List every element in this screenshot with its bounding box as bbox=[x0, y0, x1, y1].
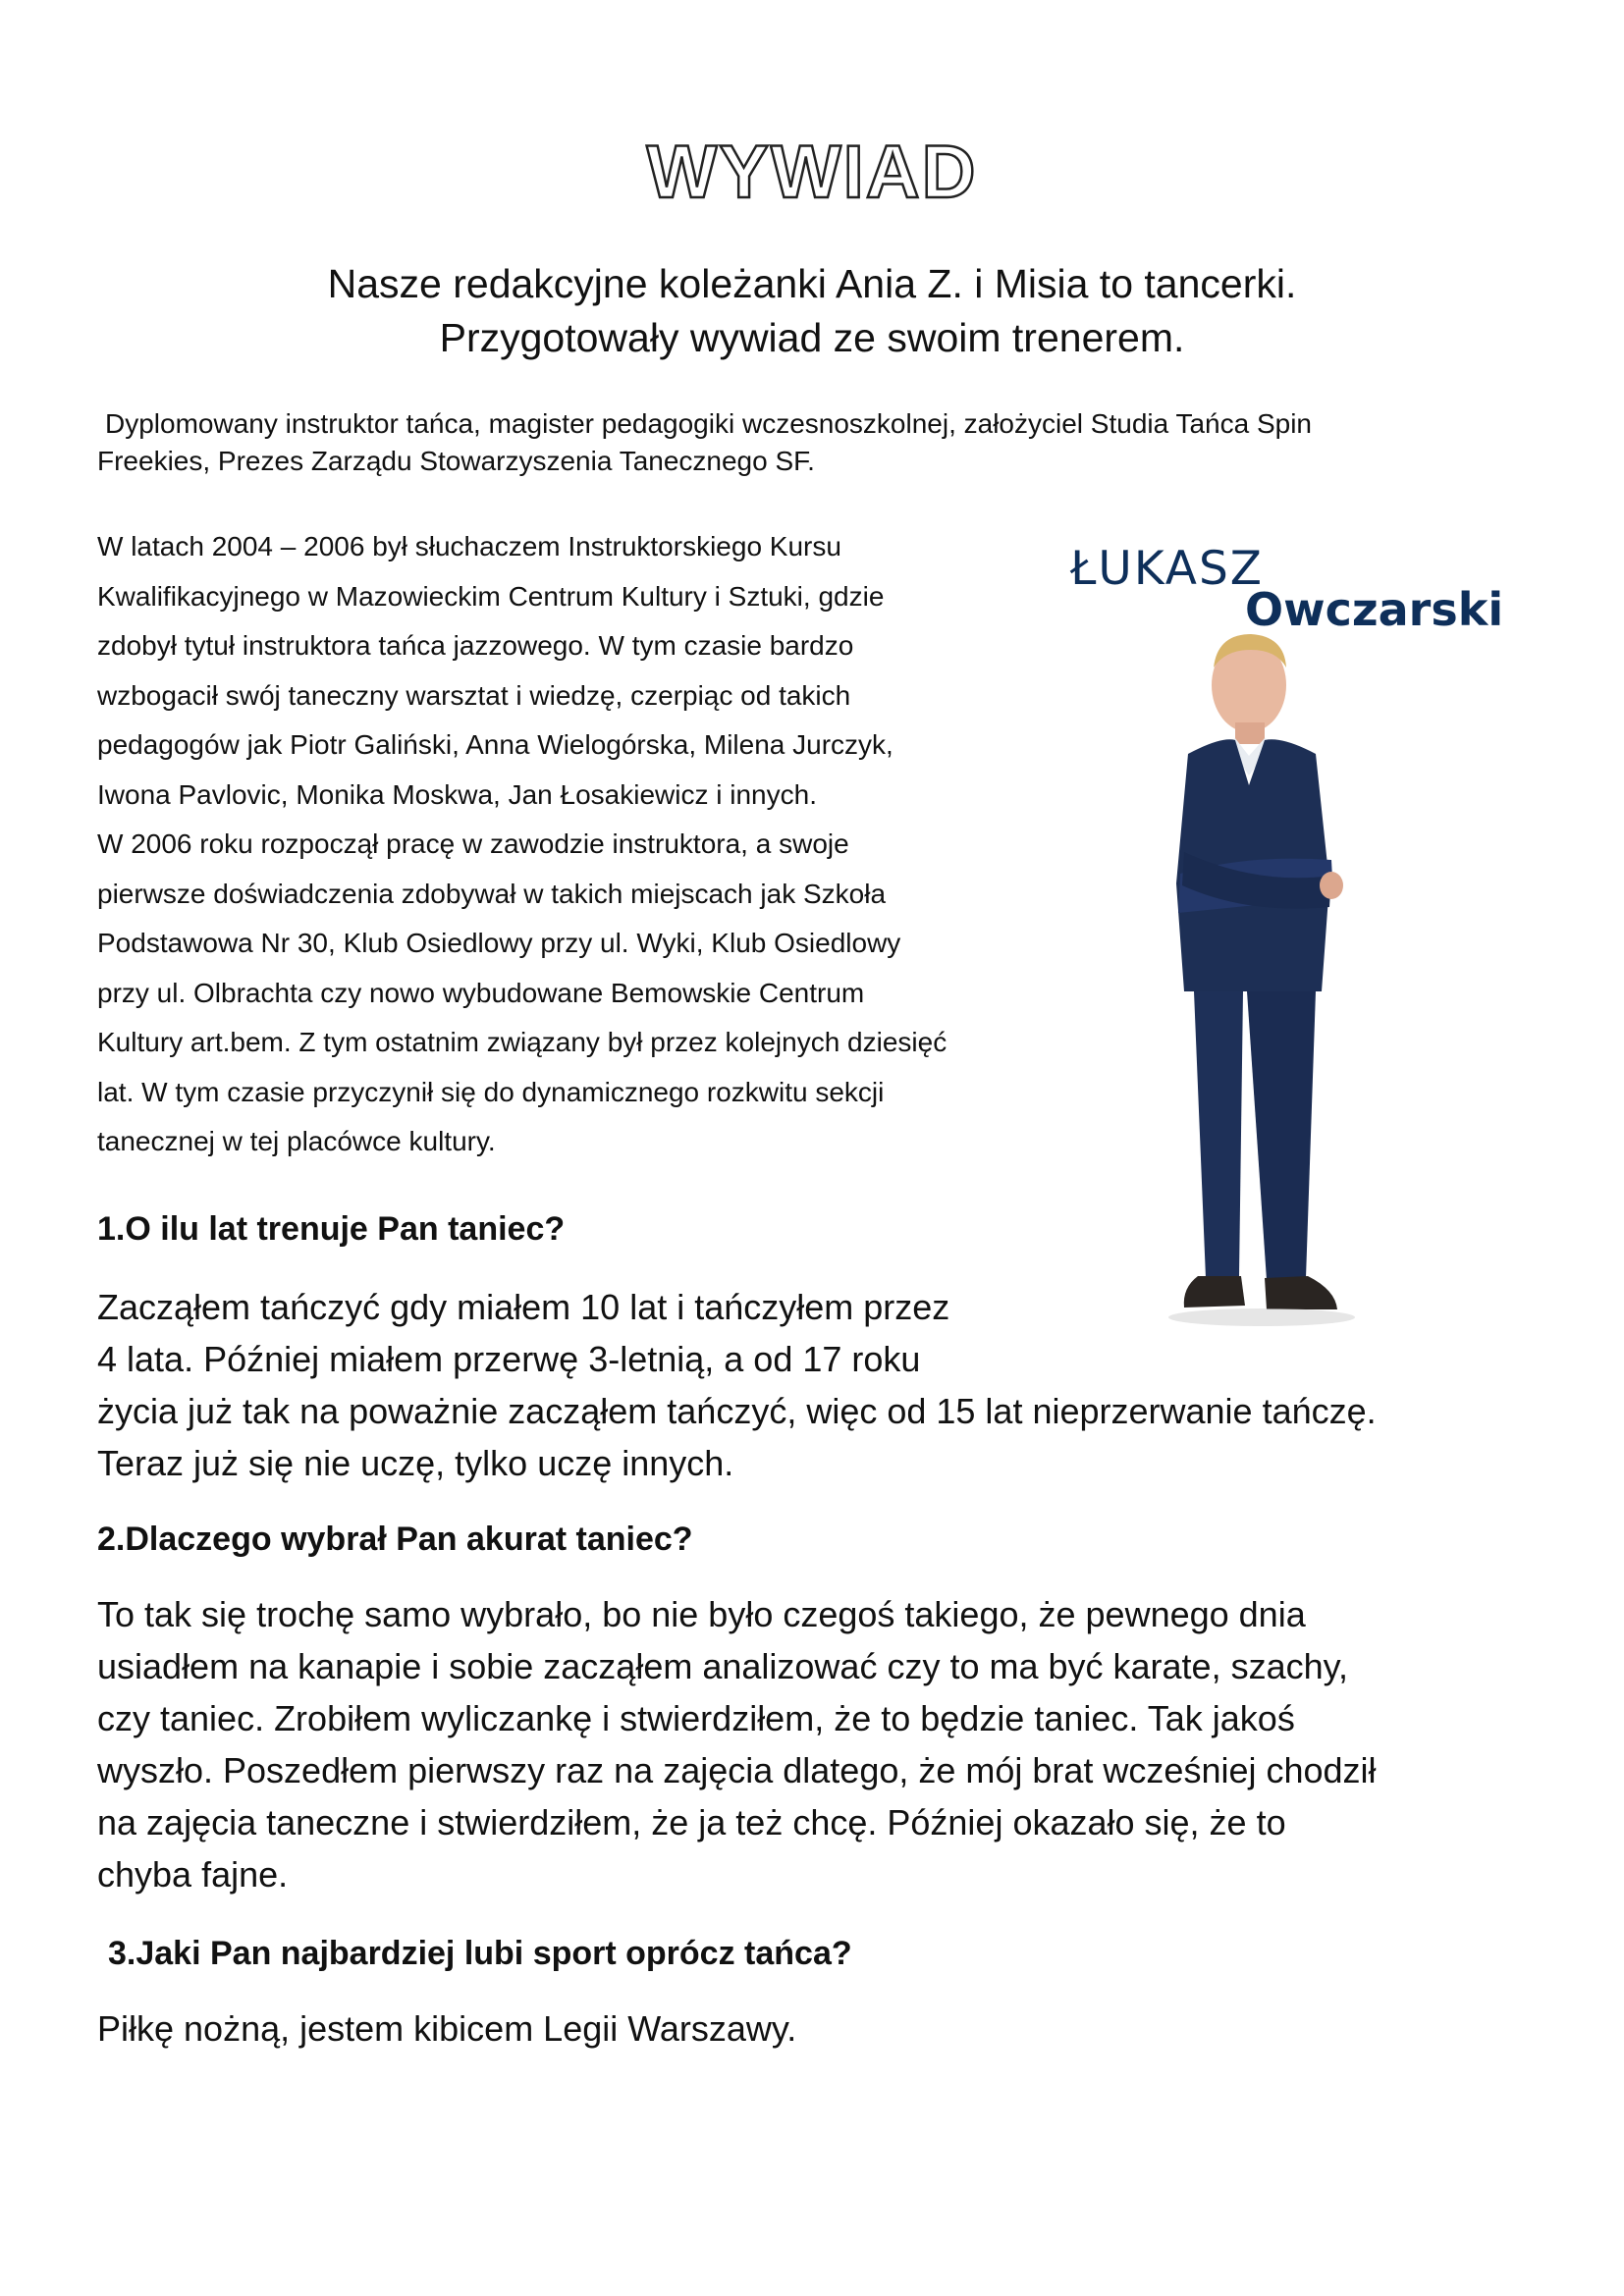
page-title: WYWIAD bbox=[646, 131, 978, 214]
bio-line: Kwalifikacyjnego w Mazowieckim Centrum Kultury i Sztuki, gdzie bbox=[97, 580, 885, 612]
lead-line: Dyplomowany instruktor tańca, magister pedagogiki wczesnoszkolnej, założyciel Studia Tańca Spin bbox=[105, 408, 1312, 439]
answer-line: życia już tak na poważnie zacząłem tańczyć, więc od 15 lat nieprzerwanie tańczę. bbox=[97, 1391, 1377, 1431]
answer-line: usiadłem na kanapie i sobie zacząłem analizować czy to ma być karate, szachy, bbox=[97, 1646, 1348, 1686]
answer-2 bbox=[97, 1588, 1491, 1900]
answer-line: To tak się trochę samo wybrało, bo nie było czegoś takiego, że pewnego dnia bbox=[97, 1594, 1306, 1634]
question-3: 3.Jaki Pan najbardziej lubi sport oprócz tańca? bbox=[108, 1935, 852, 1972]
answer-line: wyszło. Poszedłem pierwszy raz na zajęcia dlatego, że mój brat wcześniej chodził bbox=[97, 1750, 1377, 1790]
lead-paragraph bbox=[97, 405, 1491, 480]
trainer-first-name: ŁUKASZ bbox=[1070, 542, 1264, 596]
question-1: 1.O ilu lat trenuje Pan taniec? bbox=[97, 1210, 566, 1248]
intro bbox=[157, 257, 1467, 365]
intro-line: Przygotowały wywiad ze swoim trenerem. bbox=[439, 315, 1185, 360]
bio-line: przy ul. Olbrachta czy nowo wybudowane Bemowskie Centrum bbox=[97, 977, 865, 1008]
trainer-last-name: Owczarski bbox=[1245, 583, 1504, 636]
question-2: 2.Dlaczego wybrał Pan akurat taniec? bbox=[97, 1521, 693, 1558]
answer-line: Teraz już się nie uczę, tylko uczę innych. bbox=[97, 1443, 734, 1483]
bio-line: pedagogów jak Piotr Galiński, Anna Wielogórska, Milena Jurczyk, bbox=[97, 729, 893, 760]
bio-line: Kultury art.bem. Z tym ostatnim związany był przez kolejnych dziesięć bbox=[97, 1027, 947, 1057]
lead-line: Freekies, Prezes Zarządu Stowarzyszenia Tanecznego SF. bbox=[97, 446, 815, 476]
bio-line: zdobył tytuł instruktora tańca jazzowego. W tym czasie bardzo bbox=[97, 630, 854, 661]
answer-line: na zajęcia taneczne i stwierdziłem, że ja też chcę. Później okazało się, że to bbox=[97, 1802, 1286, 1842]
bio-line: Podstawowa Nr 30, Klub Osiedlowy przy ul. Wyki, Klub Osiedlowy bbox=[97, 928, 901, 958]
bio-line: tanecznej w tej placówce kultury. bbox=[97, 1126, 496, 1156]
answer-line: czy taniec. Zrobiłem wyliczankę i stwierdziłem, że to będzie taniec. Tak jakoś bbox=[97, 1698, 1295, 1738]
answer-3: Piłkę nożną, jestem kibicem Legii Warszawy. bbox=[97, 2008, 797, 2049]
answer-line: chyba fajne. bbox=[97, 1854, 289, 1895]
intro-line: Nasze redakcyjne koleżanki Ania Z. i Misia to tancerki. bbox=[327, 261, 1297, 306]
answer-line: Zacząłem tańczyć gdy miałem 10 lat i tańczyłem przez bbox=[97, 1287, 950, 1327]
bio-line: Iwona Pavlovic, Monika Moskwa, Jan Łosakiewicz i innych. bbox=[97, 778, 817, 810]
answer-1 bbox=[97, 1281, 1511, 1489]
bio-paragraph bbox=[97, 522, 1040, 1167]
answer-line: 4 lata. Później miałem przerwę 3-letnią, a od 17 roku bbox=[97, 1339, 921, 1379]
bio-line: lat. W tym czasie przyczynił się do dynamicznego rozkwitu sekcji bbox=[97, 1076, 885, 1107]
trainer-photo bbox=[1129, 628, 1424, 1335]
bio-line: W latach 2004 – 2006 był słuchaczem Instruktorskiego Kursu bbox=[97, 531, 841, 561]
bio-line: W 2006 roku rozpoczął pracę w zawodzie instruktora, a swoje bbox=[97, 828, 849, 859]
bio-line: pierwsze doświadczenia zdobywał w takich miejscach jak Szkoła bbox=[97, 878, 887, 909]
bio-line: wzbogacił swój taneczny warsztat i wiedzę, czerpiąc od takich bbox=[97, 679, 851, 711]
